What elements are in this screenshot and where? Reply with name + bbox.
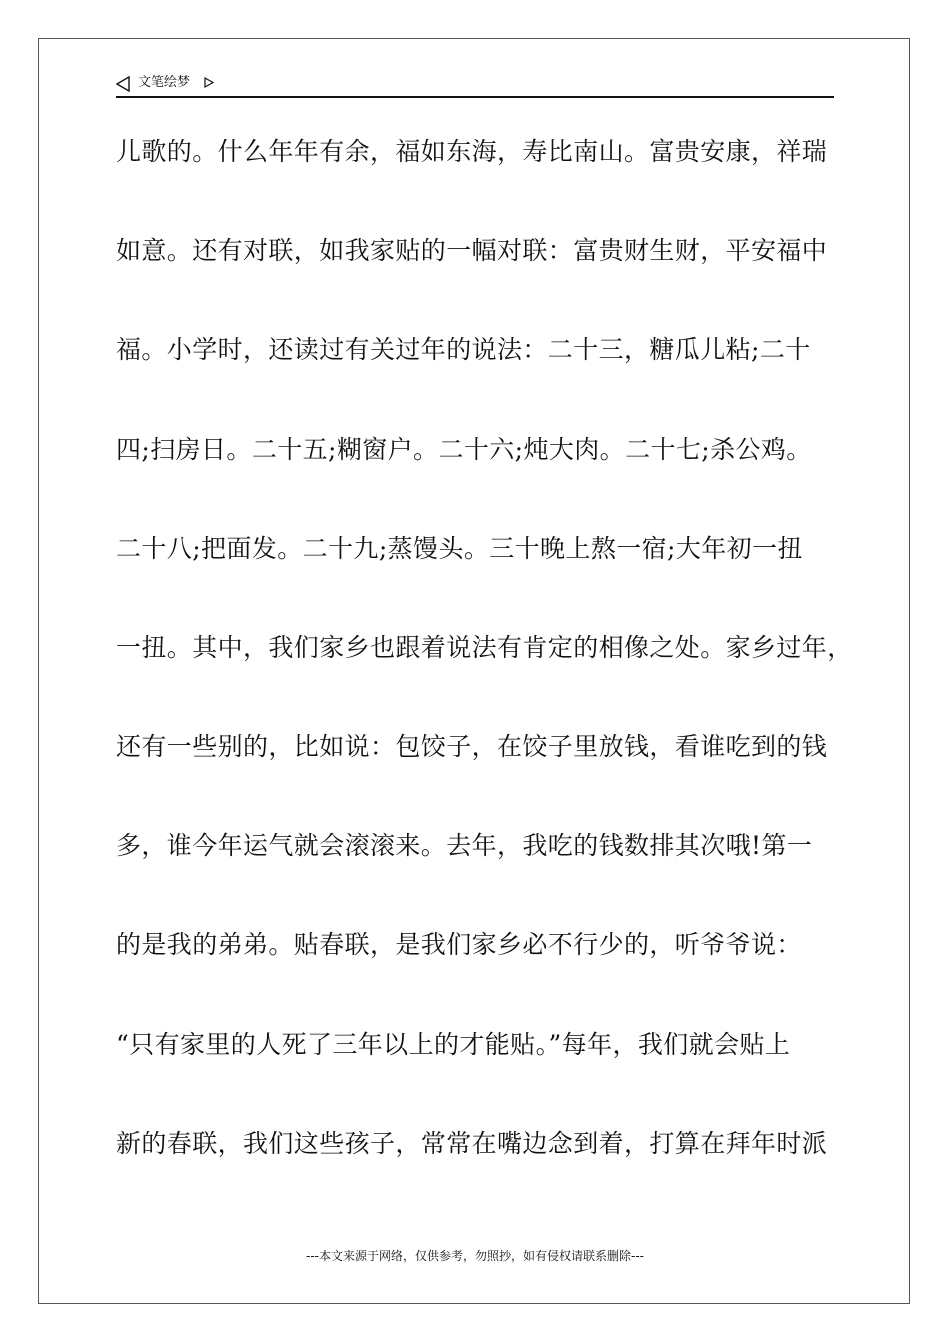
page-frame [38, 38, 910, 1304]
body-line: 二十八;把面发。二十九;蒸馒头。三十晚上熬一宿;大年初一扭 [116, 534, 803, 563]
page-header [116, 72, 834, 98]
body-line: 的是我的弟弟。贴春联，是我们家乡必不行少的，听爷爷说： [116, 930, 802, 959]
body-line: 一扭。其中，我们家乡也跟着说法有肯定的相像之处。家乡过年， [116, 633, 853, 662]
body-line: 福。小学时，还读过有关过年的说法：二十三，糖瓜儿粘;二十 [116, 335, 811, 364]
right-triangle-icon [204, 77, 214, 88]
body-line: 还有一些别的，比如说：包饺子，在饺子里放钱，看谁吃到的钱 [116, 732, 828, 761]
header-brand: 文笔绘梦 [138, 75, 191, 90]
body-line: 儿歌的。什么年年有余，福如东海，寿比南山。富贵安康，祥瑞 [116, 137, 828, 166]
body-line: 多，谁今年运气就会滚滚来。去年，我吃的钱数排其次哦!第一 [116, 831, 813, 860]
body-line: 四;扫房日。二十五;糊窗户。二十六;炖大肉。二十七;杀公鸡。 [116, 435, 812, 464]
footer-notice: ---本文来源于网络，仅供参考，勿照抄，如有侵权请联系删除--- [306, 1249, 644, 1263]
body-line: “只有家里的人死了三年以上的才能贴。”每年，我们就会贴上 [116, 1030, 791, 1059]
body-line: 新的春联，我们这些孩子，常常在嘴边念到着，打算在拜年时派 [116, 1129, 828, 1158]
body-line: 如意。还有对联，如我家贴的一幅对联：富贵财生财，平安福中 [116, 236, 828, 265]
left-triangle-icon [116, 76, 130, 92]
